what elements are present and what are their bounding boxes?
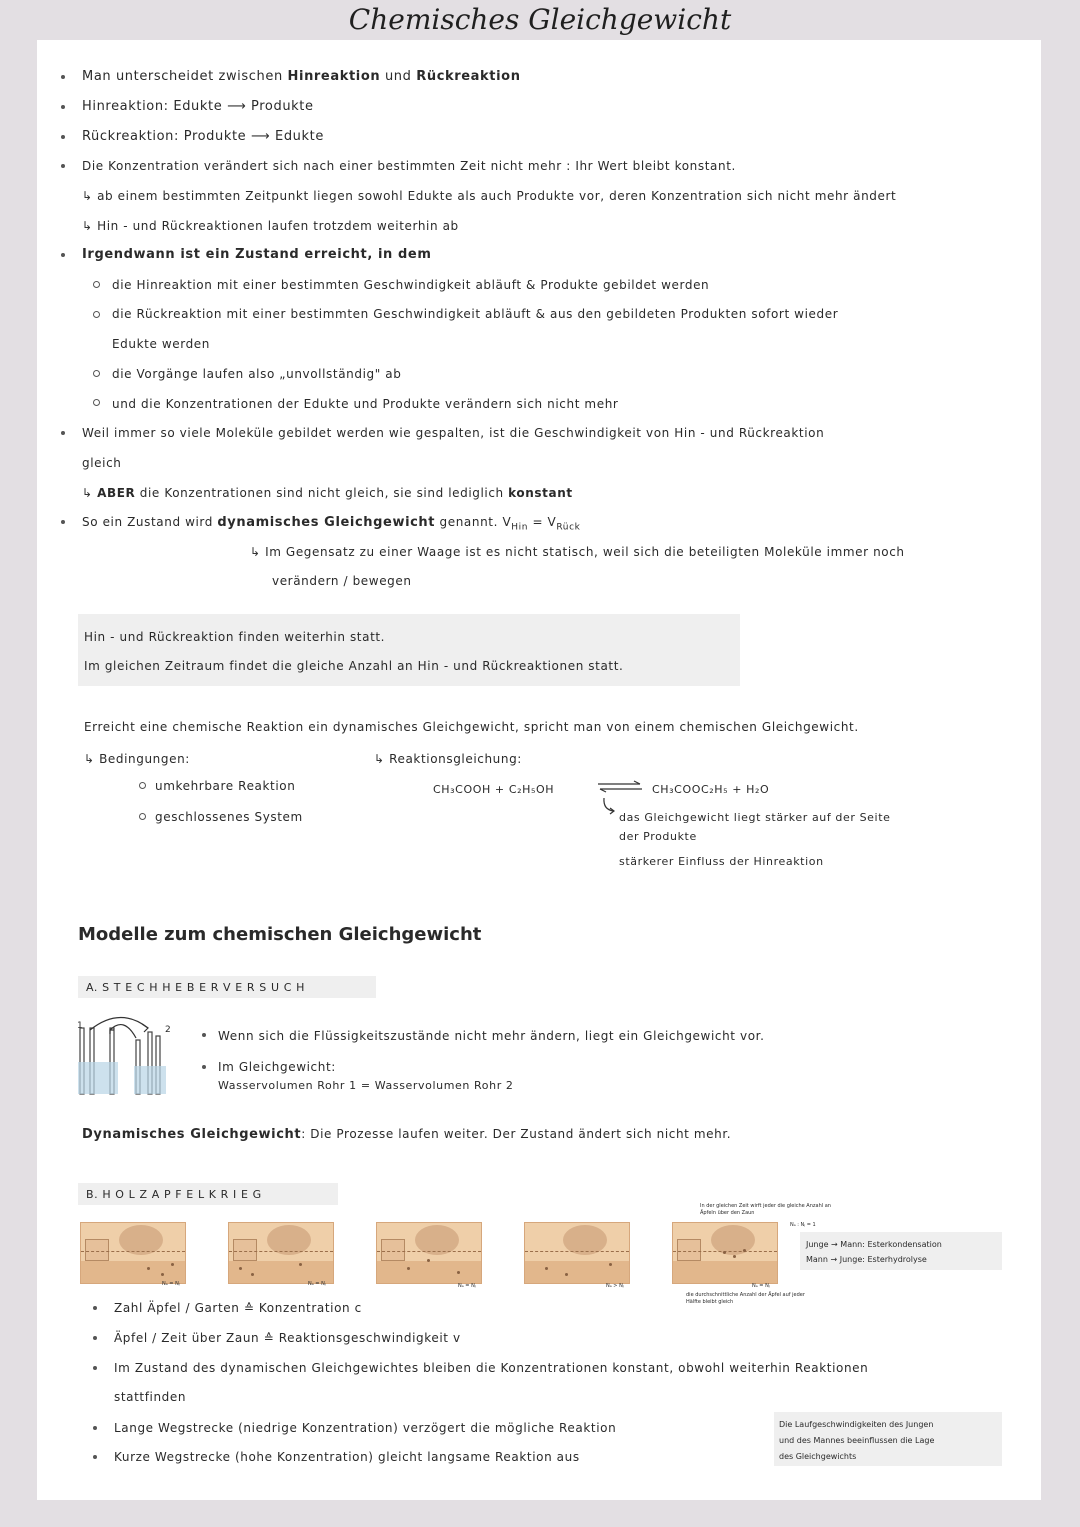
sub-bullet — [93, 281, 100, 288]
model-bullet-2: Äpfel / Zeit über Zaun ≙ Reaktionsgeschwindigkeit v — [114, 1331, 461, 1345]
apple-war-illustration — [80, 1222, 186, 1284]
intro-line-8-cont: gleich — [82, 456, 122, 470]
sub-bullet — [93, 311, 100, 318]
summary-line-1: Hin - und Rückreaktion finden weiterhin statt. — [84, 630, 386, 644]
bullet — [61, 164, 65, 168]
equation-label: ↳ Reaktionsgleichung: — [374, 752, 522, 766]
sub-item-4: und die Konzentrationen der Edukte und Produkte verändern sich nicht mehr — [112, 397, 619, 411]
sub-item-1: die Hinreaktion mit einer bestimmten Geschwindigkeit abläuft & Produkte gebildet werden — [112, 278, 710, 292]
bullet — [61, 105, 65, 109]
condition-2: geschlossenes System — [155, 810, 303, 824]
intro-line-4: Die Konzentration verändert sich nach einer bestimmten Zeit nicht mehr : Ihr Wert bleibt konstant. — [82, 159, 736, 173]
intro-line-3: Rückreaktion: Produkte ⟶ Edukte — [82, 129, 324, 144]
equation-note-2: der Produkte — [619, 830, 697, 843]
summary-box — [78, 614, 740, 686]
bullet — [93, 1366, 97, 1370]
sub-bullet — [93, 370, 100, 377]
intro-line-9: ↳ ABER die Konzentrationen sind nicht gleich, sie sind lediglich konstant — [82, 486, 573, 500]
bullet — [202, 1033, 206, 1037]
bullet — [61, 431, 65, 435]
bullet — [61, 520, 65, 524]
intro-line-11-cont: verändern / bewegen — [272, 574, 412, 588]
equation-right: CH₃COOC₂H₅ + H₂O — [652, 783, 770, 796]
intro-line-5: ↳ ab einem bestimmten Zeitpunkt liegen sowohl Edukte als auch Produkte vor, deren Konzentration sich nicht mehr ändert — [82, 189, 897, 203]
model-bullet-3: Im Zustand des dynamischen Gleichgewichtes bleiben die Konzentrationen konstant, obwohl weiterhin Reaktionen — [114, 1361, 869, 1375]
illustration-caption: Nₐ = Nⱼ — [162, 1281, 180, 1287]
equilibrium-arrow-icon — [596, 780, 644, 794]
illustration-top-note: In der gleichen Zeit wirft jeder die gleiche Anzahl an Äpfeln über den Zaun — [700, 1203, 831, 1216]
intro-line-2: Hinreaktion: Edukte ⟶ Produkte — [82, 99, 314, 114]
models-heading: Modelle zum chemischen Gleichgewicht — [78, 924, 482, 945]
bullet — [93, 1336, 97, 1340]
side-note-line-1: Die Laufgeschwindigkeiten des Jungen — [779, 1420, 934, 1429]
equilibrium-definition: Erreicht eine chemische Reaktion ein dynamisches Gleichgewicht, spricht man von einem chemischen Gleichgewicht. — [84, 720, 859, 734]
bullet — [61, 135, 65, 139]
section-a-bullet-1: Wenn sich die Flüssigkeitszustände nicht mehr ändern, liegt ein Gleichgewicht vor. — [218, 1029, 765, 1043]
tube-1-label: 1 — [77, 1021, 83, 1031]
bullet — [61, 75, 65, 79]
side-note-line-2: und des Mannes beeinflussen die Lage — [779, 1436, 935, 1445]
bullet — [93, 1426, 97, 1430]
section-b-label: B. H O L Z A P F E L K R I E G — [86, 1188, 262, 1201]
sub-bullet — [139, 813, 146, 820]
curve-arrow-icon — [600, 796, 618, 816]
intro-line-7: Irgendwann ist ein Zustand erreicht, in dem — [82, 247, 432, 262]
legend-line-2: Mann → Junge: Esterhydrolyse — [806, 1255, 927, 1264]
model-bullet-1: Zahl Äpfel / Garten ≙ Konzentration c — [114, 1301, 362, 1315]
intro-line-8: Weil immer so viele Moleküle gebildet werden wie gespalten, ist die Geschwindigkeit von Hin - und Rückreaktion — [82, 426, 825, 440]
illustration-caption: Nₐ = Nⱼ — [308, 1281, 326, 1287]
illustration-bottom-note: die durchschnittliche Anzahl der Äpfel auf jeder Hälfte bleibt gleich — [686, 1292, 805, 1305]
apple-war-illustration — [228, 1222, 334, 1284]
pipette-diagram — [70, 1012, 180, 1100]
intro-line-11: ↳ Im Gegensatz zu einer Waage ist es nicht statisch, weil sich die beteiligten Moleküle immer noch — [250, 545, 905, 559]
equation-note-1: das Gleichgewicht liegt stärker auf der Seite — [619, 811, 891, 824]
condition-1: umkehrbare Reaktion — [155, 779, 296, 793]
tube-2-label: 2 — [165, 1025, 171, 1035]
illustration-caption: Nₐ = Nⱼ — [458, 1283, 476, 1289]
bullet — [93, 1455, 97, 1459]
side-note-line-3: des Gleichgewichts — [779, 1452, 857, 1461]
intro-line-10: So ein Zustand wird dynamisches Gleichgewicht genannt. $V_{Hin} = V_{Rück}$ — [82, 515, 581, 533]
dynamic-equilibrium-definition: Dynamisches Gleichgewicht: Die Prozesse laufen weiter. Der Zustand ändert sich nicht mehr. — [82, 1127, 732, 1142]
sub-item-2: die Rückreaktion mit einer bestimmten Geschwindigkeit abläuft & aus den gebildeten Produkten sofort wieder — [112, 307, 839, 321]
legend-line-1: Junge → Mann: Esterkondensation — [806, 1240, 942, 1249]
bullet — [93, 1306, 97, 1310]
sub-item-2-cont: Edukte werden — [112, 337, 210, 351]
sub-bullet — [139, 782, 146, 789]
model-bullet-5: Kurze Wegstrecke (hohe Konzentration) gleicht langsame Reaktion aus — [114, 1450, 580, 1464]
summary-line-2: Im gleichen Zeitraum findet die gleiche Anzahl an Hin - und Rückreaktionen statt. — [84, 659, 624, 673]
illustration-caption: Nₐ > Nⱼ — [606, 1283, 624, 1289]
section-a-bullet-2: Im Gleichgewicht: — [218, 1060, 336, 1074]
equation-left: CH₃COOH + C₂H₅OH — [433, 783, 555, 796]
apple-war-illustration — [376, 1222, 482, 1284]
conditions-label: ↳ Bedingungen: — [84, 752, 190, 766]
apple-war-illustration — [524, 1222, 630, 1284]
intro-line-6: ↳ Hin - und Rückreaktionen laufen trotzdem weiterhin ab — [82, 219, 459, 233]
section-a-label: A. S T E C H H E B E R V E R S U C H — [86, 981, 305, 994]
page-title: Chemisches Gleichgewicht — [348, 3, 732, 36]
equation-note-3: stärkerer Einfluss der Hinreaktion — [619, 855, 824, 868]
bullet — [61, 253, 65, 257]
illustration-caption: Nₐ = Nⱼ — [752, 1283, 770, 1289]
bullet — [202, 1065, 206, 1069]
intro-line-1: Man unterscheidet zwischen Hinreaktion und Rückreaktion — [82, 69, 521, 84]
sub-item-3: die Vorgänge laufen also „unvollständig" ab — [112, 367, 402, 381]
model-bullet-3-cont: stattfinden — [114, 1390, 187, 1404]
sub-bullet — [93, 399, 100, 406]
illustration-fraction: Nₐ : Nⱼ = 1 — [790, 1222, 816, 1228]
model-bullet-4: Lange Wegstrecke (niedrige Konzentration) verzögert die mögliche Reaktion — [114, 1421, 617, 1435]
apple-war-illustration — [672, 1222, 778, 1284]
section-a-bullet-2-cont: Wasservolumen Rohr 1 = Wasservolumen Rohr 2 — [218, 1079, 514, 1092]
